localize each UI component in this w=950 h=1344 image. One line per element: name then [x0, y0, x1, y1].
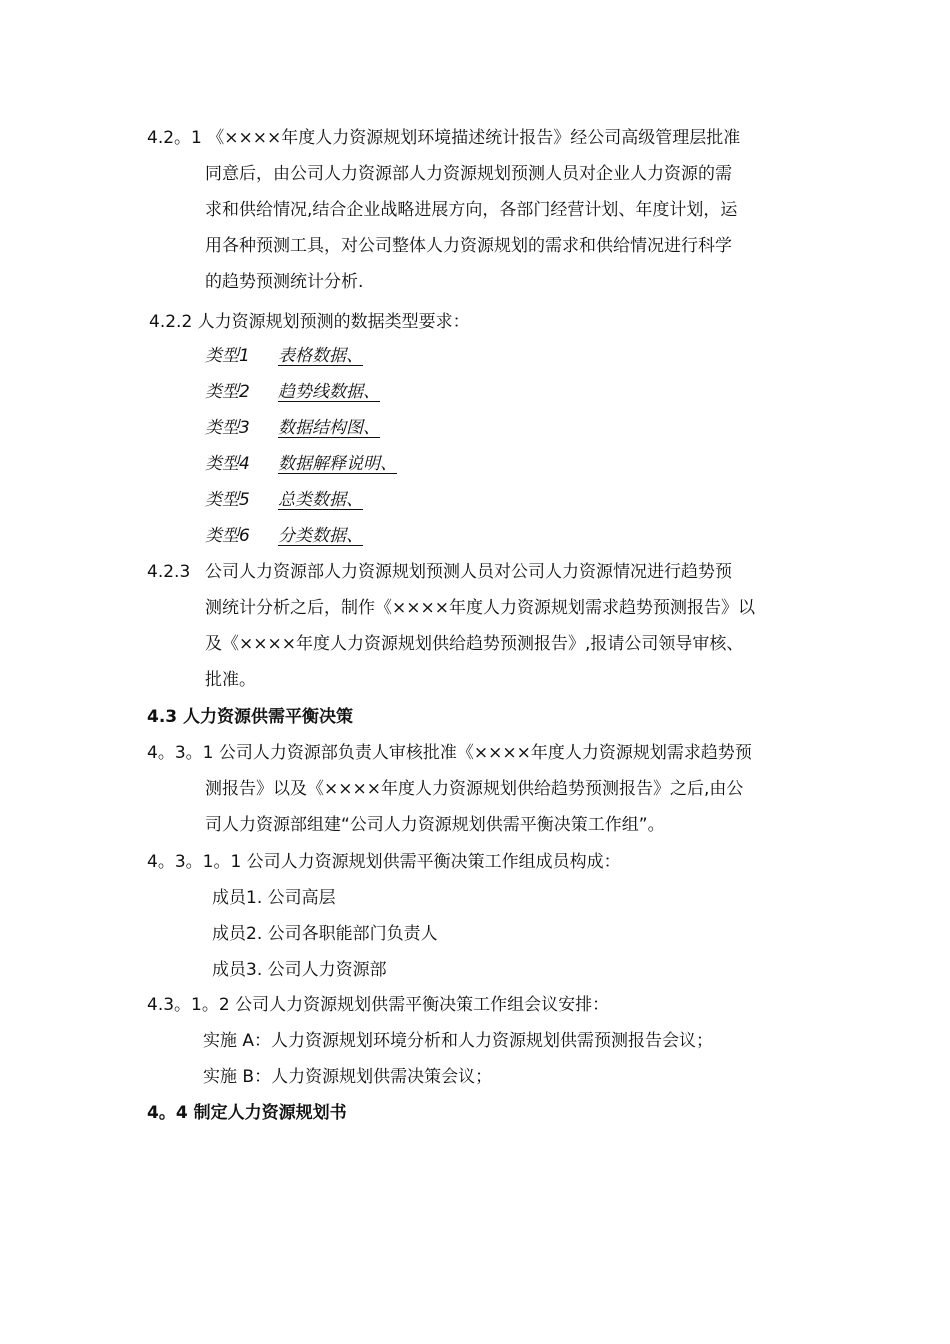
- meeting-item: 实施 A：人力资源规划环境分析和人力资源规划供需预测报告会议；: [203, 1031, 714, 1051]
- member-item: 成员3. 公司人力资源部: [212, 960, 387, 980]
- section-4-3-1-1-heading: 4。3。1。1 公司人力资源规划供需平衡决策工作组成员构成：: [147, 852, 621, 872]
- meeting-item: 实施 B：人力资源规划供需决策会议；: [203, 1067, 493, 1087]
- member-item: 成员2. 公司各职能部门负责人: [212, 924, 438, 944]
- type-label: 类型3: [205, 418, 250, 438]
- paragraph-line: 的趋势预测统计分析.: [205, 272, 364, 292]
- type-label: 类型1: [205, 346, 250, 366]
- paragraph-line: 司人力资源部组建“公司人力资源规划供需平衡决策工作组”。: [205, 815, 665, 835]
- paragraph-line: 批准。: [205, 670, 256, 690]
- paragraph-line: 求和供给情况,结合企业战略进展方向，各部门经营计划、年度计划，运: [205, 200, 738, 220]
- type-label: 类型2: [205, 382, 250, 402]
- section-4-2-3-first-line: [147, 560, 190, 584]
- type-value: 分类数据、: [278, 526, 363, 546]
- member-item: 成员1. 公司高层: [212, 888, 336, 908]
- section-4-2-1-first-line: [147, 126, 740, 150]
- type-label: 类型6: [205, 526, 250, 546]
- paragraph-line: 测报告》以及《××××年度人力资源规划供给趋势预测报告》之后,由公: [205, 779, 744, 799]
- type-value: 数据结构图、: [278, 418, 380, 438]
- paragraph-line: 用各种预测工具，对公司整体人力资源规划的需求和供给情况进行科学: [205, 236, 732, 256]
- paragraph-line: 测统计分析之后，制作《××××年度人力资源规划需求趋势预测报告》以: [205, 598, 755, 618]
- section-number: 4.2。1: [147, 128, 202, 148]
- section-4-4-heading: 4。4 制定人力资源规划书: [147, 1103, 347, 1123]
- type-label: 类型5: [205, 490, 250, 510]
- type-value: 表格数据、: [278, 346, 363, 366]
- section-number: 4.2.3: [147, 562, 191, 582]
- paragraph-line: 同意后，由公司人力资源部人力资源规划预测人员对企业人力资源的需: [205, 164, 732, 184]
- paragraph-line: 及《××××年度人力资源规划供给趋势预测报告》,报请公司领导审核、: [205, 634, 744, 654]
- type-label: 类型4: [205, 454, 250, 474]
- section-4-3-1-2-heading: 4.3。1。2 公司人力资源规划供需平衡决策工作组会议安排：: [147, 995, 610, 1015]
- section-4-2-2-heading: 4.2.2 人力资源规划预测的数据类型要求：: [149, 312, 470, 332]
- type-value: 趋势线数据、: [278, 382, 380, 402]
- section-4-3-heading: 4.3 人力资源供需平衡决策: [147, 707, 354, 727]
- paragraph-text: 公司人力资源部负责人审核批准《××××年度人力资源规划需求趋势预: [218, 743, 752, 763]
- type-value: 数据解释说明、: [278, 454, 397, 474]
- paragraph-line: 公司人力资源部人力资源规划预测人员对公司人力资源情况进行趋势预: [205, 562, 732, 582]
- paragraph-text: 《××××年度人力资源规划环境描述统计报告》经公司高级管理层批准: [207, 128, 741, 148]
- section-4-3-1-first-line: [147, 741, 752, 765]
- section-number: 4。3。1: [147, 743, 214, 763]
- type-value: 总类数据、: [278, 490, 363, 510]
